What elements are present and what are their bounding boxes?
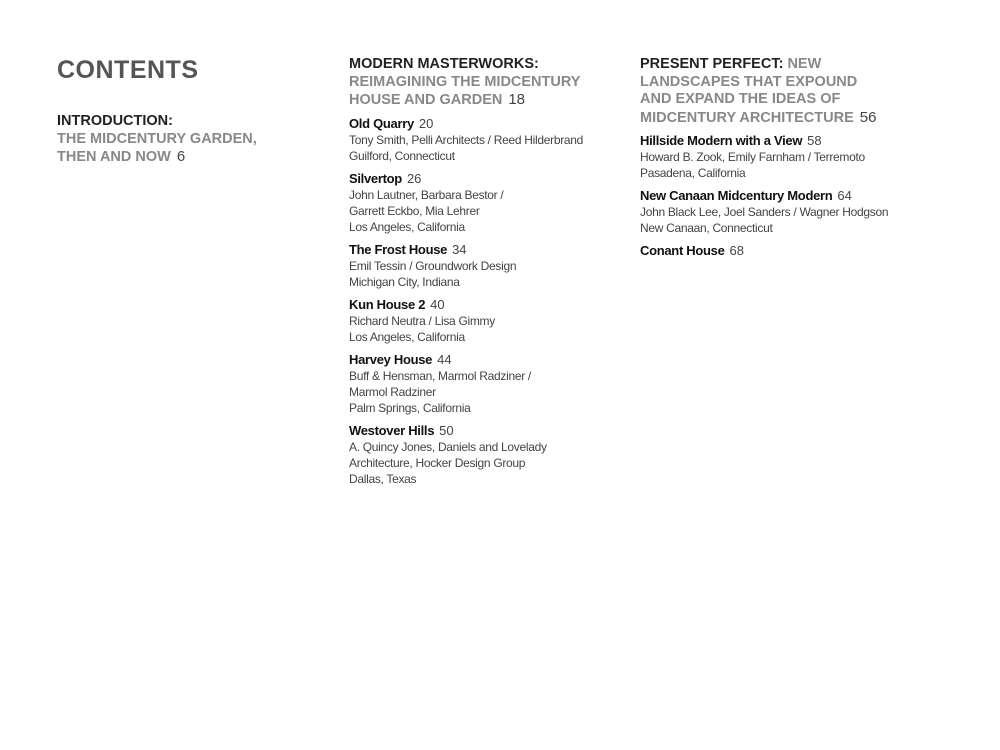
entry-page-number: 26 <box>406 170 422 186</box>
entry-name: New Canaan Midcentury Modern <box>640 188 833 203</box>
entry-credit-line: Emil Tessin / Groundwork Design <box>349 258 517 273</box>
section-subtitle-line-1: LANDSCAPES THAT EXPOUND <box>640 73 858 90</box>
section-lead: PRESENT PERFECT: <box>640 56 784 72</box>
intro-lead: INTRODUCTION: <box>57 113 173 129</box>
entry-page-number: 44 <box>437 351 452 367</box>
entry-page-number: 68 <box>729 243 744 258</box>
entry-credit-line: New Canaan, Connecticut <box>640 221 773 235</box>
entry-credit-line: Dallas, Texas <box>349 471 417 486</box>
toc-entry[interactable] <box>349 297 619 345</box>
entry-credit-line: Marmol Radziner <box>349 384 436 399</box>
entry-credit-line: Los Angeles, California <box>349 219 465 234</box>
entry-page-number: 50 <box>439 422 454 438</box>
section-page-number: 18 <box>508 91 526 108</box>
entry-name: The Frost House <box>349 241 448 257</box>
toc-entry[interactable] <box>349 242 619 290</box>
toc-entry[interactable] <box>349 116 619 164</box>
contents-column-2 <box>349 56 619 494</box>
entry-list <box>640 133 940 259</box>
entry-page-number: 40 <box>430 296 445 312</box>
toc-entry[interactable] <box>640 243 940 259</box>
entry-title <box>349 423 619 439</box>
entry-credit-line: Michigan City, Indiana <box>349 274 460 289</box>
section-subtitle-line-1: REIMAGINING THE MIDCENTURY <box>349 73 581 90</box>
intro-subtitle-line-1: THE MIDCENTURY GARDEN, <box>57 130 257 147</box>
entry-title <box>349 352 619 368</box>
page-title: CONTENTS <box>57 56 199 84</box>
entry-page-number: 34 <box>452 241 467 257</box>
toc-entry[interactable] <box>640 188 940 236</box>
section-heading-present-perfect[interactable] <box>640 56 940 127</box>
toc-entry[interactable] <box>349 171 619 235</box>
entry-credit-line: Guilford, Connecticut <box>349 148 455 163</box>
toc-entry[interactable] <box>349 423 619 487</box>
entry-title <box>349 116 619 132</box>
entry-name: Westover Hills <box>349 422 435 438</box>
section-subtitle-line-2: HOUSE AND GARDEN <box>349 92 503 108</box>
entry-credit-line: Richard Neutra / Lisa Gimmy <box>349 313 495 328</box>
entry-name: Harvey House <box>349 351 433 367</box>
section-page-number: 56 <box>859 108 877 126</box>
entry-name: Kun House 2 <box>349 296 426 312</box>
contents-column-3 <box>640 56 940 266</box>
entry-credit-line: Buff & Hensman, Marmol Radziner / <box>349 368 531 383</box>
entry-page-number: 20 <box>418 115 434 131</box>
entry-page-number: 64 <box>837 188 852 203</box>
entry-title <box>349 171 619 187</box>
entry-credit-line: Howard B. Zook, Emily Farnham / Terremoto <box>640 150 865 164</box>
entry-credit-line: Pasadena, California <box>640 166 746 180</box>
entry-credit-line: Los Angeles, California <box>349 329 465 344</box>
entry-title <box>640 243 940 259</box>
section-subtitle-line-2: AND EXPAND THE IDEAS OF <box>640 91 841 107</box>
toc-entry[interactable] <box>640 133 940 181</box>
entry-title <box>640 188 940 204</box>
intro-page-number: 6 <box>176 148 186 165</box>
section-subtitle-line-3: MIDCENTURY ARCHITECTURE <box>640 109 854 126</box>
entry-credit-line: Architecture, Hocker Design Group <box>349 455 526 470</box>
entry-title <box>349 297 619 313</box>
toc-entry[interactable] <box>349 352 619 416</box>
entry-credit-line: John Black Lee, Joel Sanders / Wagner Hodgson <box>640 205 889 219</box>
intro-heading[interactable] <box>57 113 327 167</box>
entry-name: Old Quarry <box>349 115 414 131</box>
entry-title <box>640 133 940 149</box>
entry-name: Hillside Modern with a View <box>640 133 803 148</box>
entry-credit-line: A. Quincy Jones, Daniels and Lovelady <box>349 439 547 454</box>
entry-list <box>349 116 619 487</box>
entry-credit-line: Palm Springs, California <box>349 400 471 415</box>
section-subtitle-line-0: NEW <box>787 56 822 72</box>
entry-page-number: 58 <box>807 133 822 148</box>
entry-credit-line: Tony Smith, Pelli Architects / Reed Hilderbrand <box>349 132 584 147</box>
entry-title <box>349 242 619 258</box>
entry-credit-line: John Lautner, Barbara Bestor / <box>349 187 504 202</box>
contents-column-1 <box>57 56 327 173</box>
entry-name: Silvertop <box>349 170 402 186</box>
entry-credit-line: Garrett Eckbo, Mia Lehrer <box>349 203 480 218</box>
section-lead: MODERN MASTERWORKS: <box>349 56 539 72</box>
entry-name: Conant House <box>640 243 725 258</box>
section-heading-modern-masterworks[interactable] <box>349 56 619 110</box>
intro-subtitle-line-2: THEN AND NOW <box>57 149 171 165</box>
